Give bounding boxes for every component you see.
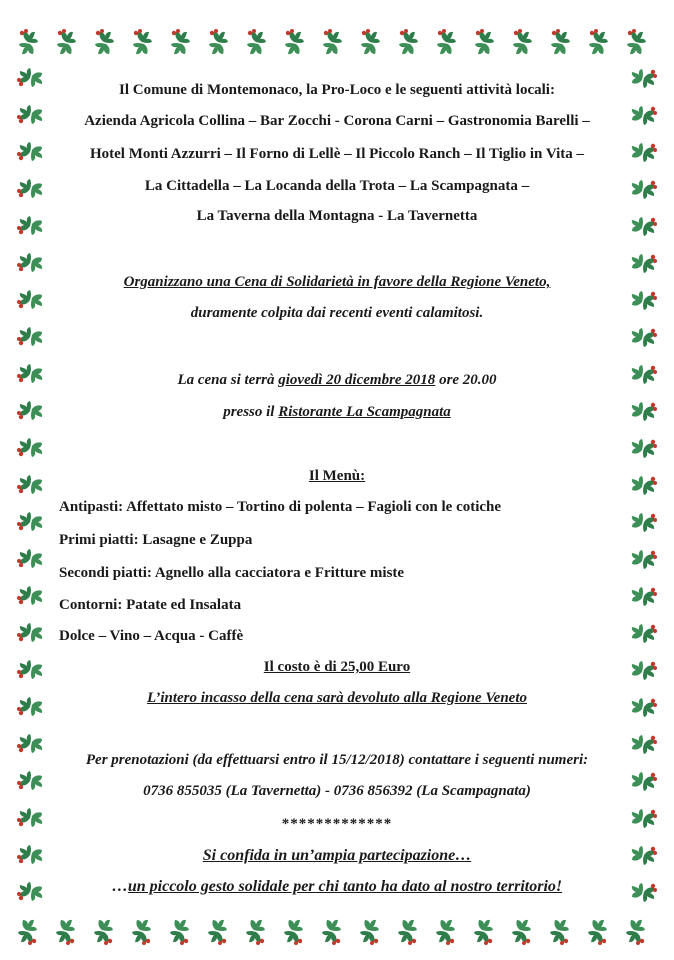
booking-line-2: 0736 855035 (La Tavernetta) - 0736 856392 (La Scampagnata) — [143, 783, 531, 799]
holly-icon — [17, 623, 42, 642]
holly-icon — [208, 920, 227, 945]
holly-icon — [627, 29, 646, 54]
menu-proceeds-text: L’intero incasso della cena sarà devoluto alla Regione Veneto — [147, 690, 527, 706]
holly-icon — [57, 29, 76, 54]
holly-icon — [475, 29, 494, 54]
closing-line-2-text: un piccolo gesto solidale per chi tanto ha dato al nostro territorio! — [127, 878, 563, 895]
holly-icon — [551, 29, 570, 54]
holly-icon — [437, 29, 456, 54]
event-venue-line — [0, 402, 674, 422]
event-date: giovedì 20 dicembre 2018 — [278, 372, 436, 388]
holly-icon — [17, 512, 42, 531]
holly-icon — [632, 254, 657, 273]
holly-icon — [17, 549, 42, 568]
holly-icon — [285, 29, 304, 54]
closing-line-2 — [0, 877, 674, 897]
intro-line-5: La Taverna della Montagna - La Tavernetta — [196, 208, 478, 224]
menu-item: Antipasti: Affettato misto – Tortino di polenta – Fagioli con le cotiche — [59, 499, 502, 515]
holly-icon — [170, 920, 189, 945]
holly-icon — [17, 327, 42, 346]
holly-icon — [19, 29, 38, 54]
holly-icon — [323, 29, 342, 54]
menu-proceeds — [0, 688, 674, 708]
holly-icon — [17, 253, 42, 272]
holly-icon — [247, 29, 266, 54]
holly-icon — [398, 920, 417, 945]
booking-line-1: Per prenotazioni (da effettuarsi entro il 15/12/2018) contattare i seguenti numeri: — [85, 752, 589, 768]
holly-icon — [513, 29, 532, 54]
purpose-line-2: duramente colpita dai recenti eventi calamitosi. — [190, 305, 484, 321]
intro-line-1: Il Comune di Montemonaco, la Pro-Loco e le seguenti attività locali: — [119, 82, 555, 98]
holly-icon — [17, 586, 42, 605]
holly-icon — [361, 29, 380, 54]
closing-line-1 — [0, 846, 674, 866]
menu-cost-text: Il costo è di 25,00 Euro — [263, 659, 411, 675]
holly-icon — [632, 439, 657, 458]
menu-item: Contorni: Patate ed Insalata — [59, 597, 242, 613]
holly-icon — [550, 920, 569, 945]
holly-icon — [632, 513, 657, 532]
menu-item: Primi piatti: Lasagne e Zuppa — [59, 532, 253, 548]
event-prefix: La cena si terrà — [177, 372, 279, 388]
holly-icon — [436, 920, 455, 945]
holly-icon — [133, 29, 152, 54]
menu-item: Dolce – Vino – Acqua - Caffè — [59, 628, 244, 644]
closing-line-1-text: Si confida in un’ampia partecipazione… — [202, 847, 472, 864]
holly-icon — [56, 920, 75, 945]
holly-icon — [626, 920, 645, 945]
closing-ellipsis: … — [111, 878, 128, 895]
event-time: ore 20.00 — [435, 372, 497, 388]
holly-icon — [132, 920, 151, 945]
intro-line-3: Hotel Monti Azzurri – Il Forno di Lellè – Il Piccolo Ranch – Il Tiglio in Vita – — [89, 146, 585, 162]
menu-title — [0, 466, 674, 486]
holly-icon — [246, 920, 265, 945]
menu-title-text: Il Menù: — [308, 468, 366, 484]
holly-icon — [632, 328, 657, 347]
intro-line-2: Azienda Agricola Collina – Bar Zocchi - Corona Carni – Gastronomia Barelli – — [84, 113, 590, 129]
holly-icon — [284, 920, 303, 945]
holly-icon — [589, 29, 608, 54]
menu-item: Secondi piatti: Agnello alla cacciatora e Fritture miste — [59, 565, 405, 581]
holly-icon — [632, 624, 657, 643]
holly-icon — [512, 920, 531, 945]
holly-icon — [474, 920, 493, 945]
intro-line-4: La Cittadella – La Locanda della Trota – La Scampagnata – — [144, 178, 530, 194]
holly-icon — [18, 920, 37, 945]
holly-icon — [632, 550, 657, 569]
holly-icon — [588, 920, 607, 945]
holly-icon — [94, 920, 113, 945]
event-date-line — [0, 370, 674, 390]
purpose-headline: Organizzano una Cena di Solidarietà in favore della Regione Veneto, — [123, 274, 551, 290]
holly-icon — [632, 587, 657, 606]
holly-icon — [171, 29, 190, 54]
holly-icon — [399, 29, 418, 54]
holly-icon — [322, 920, 341, 945]
holly-icon — [95, 29, 114, 54]
separator: ************* — [281, 816, 393, 832]
menu-cost — [0, 657, 674, 677]
holly-icon — [17, 438, 42, 457]
venue-prefix: presso il — [223, 404, 279, 420]
holly-icon — [209, 29, 228, 54]
purpose-line-1 — [0, 272, 674, 292]
event-venue: Ristorante La Scampagnata — [278, 404, 451, 420]
holly-icon — [360, 920, 379, 945]
